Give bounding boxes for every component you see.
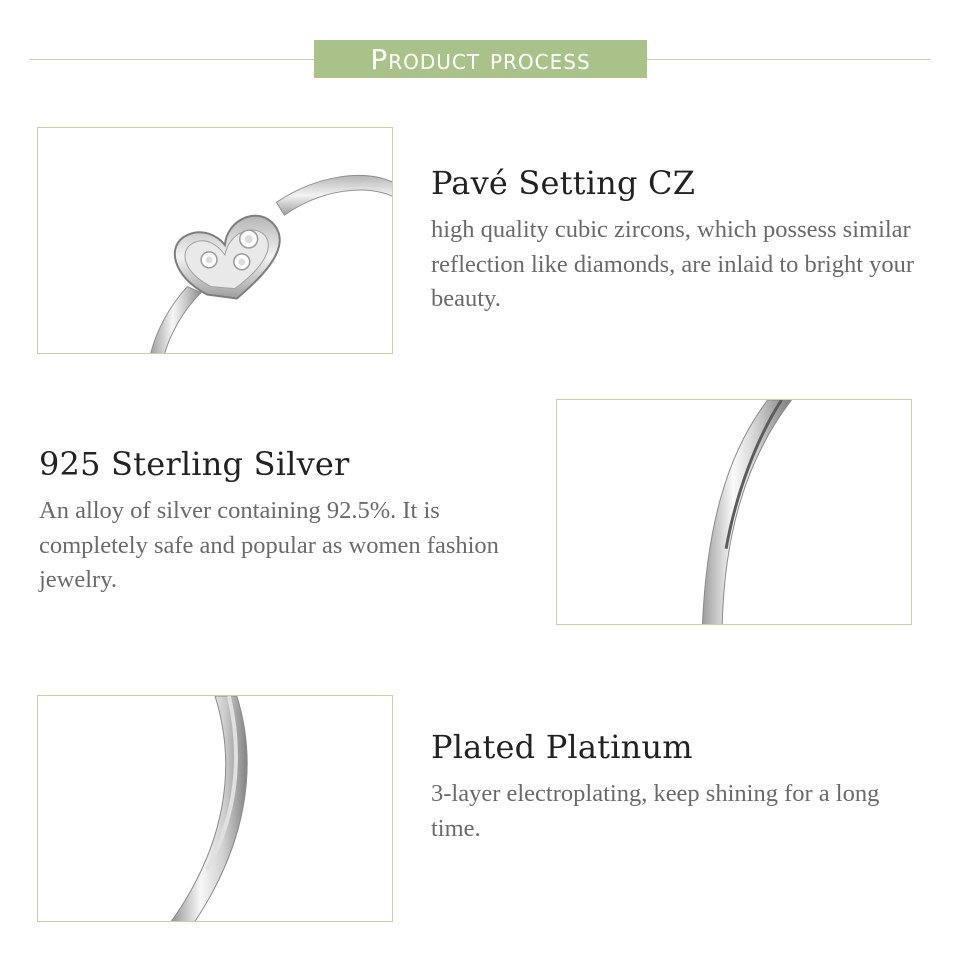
feature-description: high quality cubic zircons, which possess similar reflection like diamonds, are inlaid to bright your beauty. — [431, 216, 915, 312]
section-banner — [314, 40, 647, 78]
feature-title: Pavé Setting CZ — [431, 164, 696, 202]
ring-band-closeup-icon — [38, 696, 392, 921]
ring-band-icon — [557, 400, 911, 624]
feature-description: 3-layer electroplating, keep shining for a long time. — [431, 780, 880, 842]
product-image-ring-closeup — [37, 695, 393, 922]
product-image-heart-ring — [37, 127, 393, 354]
feature-title: Plated Platinum — [431, 728, 693, 766]
section-title: Product process — [370, 42, 591, 76]
feature-description: An alloy of silver containing 92.5%. It is completely safe and popular as women fashion jewelry. — [39, 497, 499, 593]
product-image-ring-band — [556, 399, 912, 625]
feature-title: 925 Sterling Silver — [39, 445, 350, 483]
feature-sterling-silver — [39, 444, 509, 598]
heart-ring-icon — [38, 128, 392, 353]
feature-pave-setting — [431, 163, 931, 317]
header-divider-right — [647, 59, 930, 60]
feature-plated-platinum — [431, 727, 881, 846]
header-divider-left — [30, 59, 314, 60]
